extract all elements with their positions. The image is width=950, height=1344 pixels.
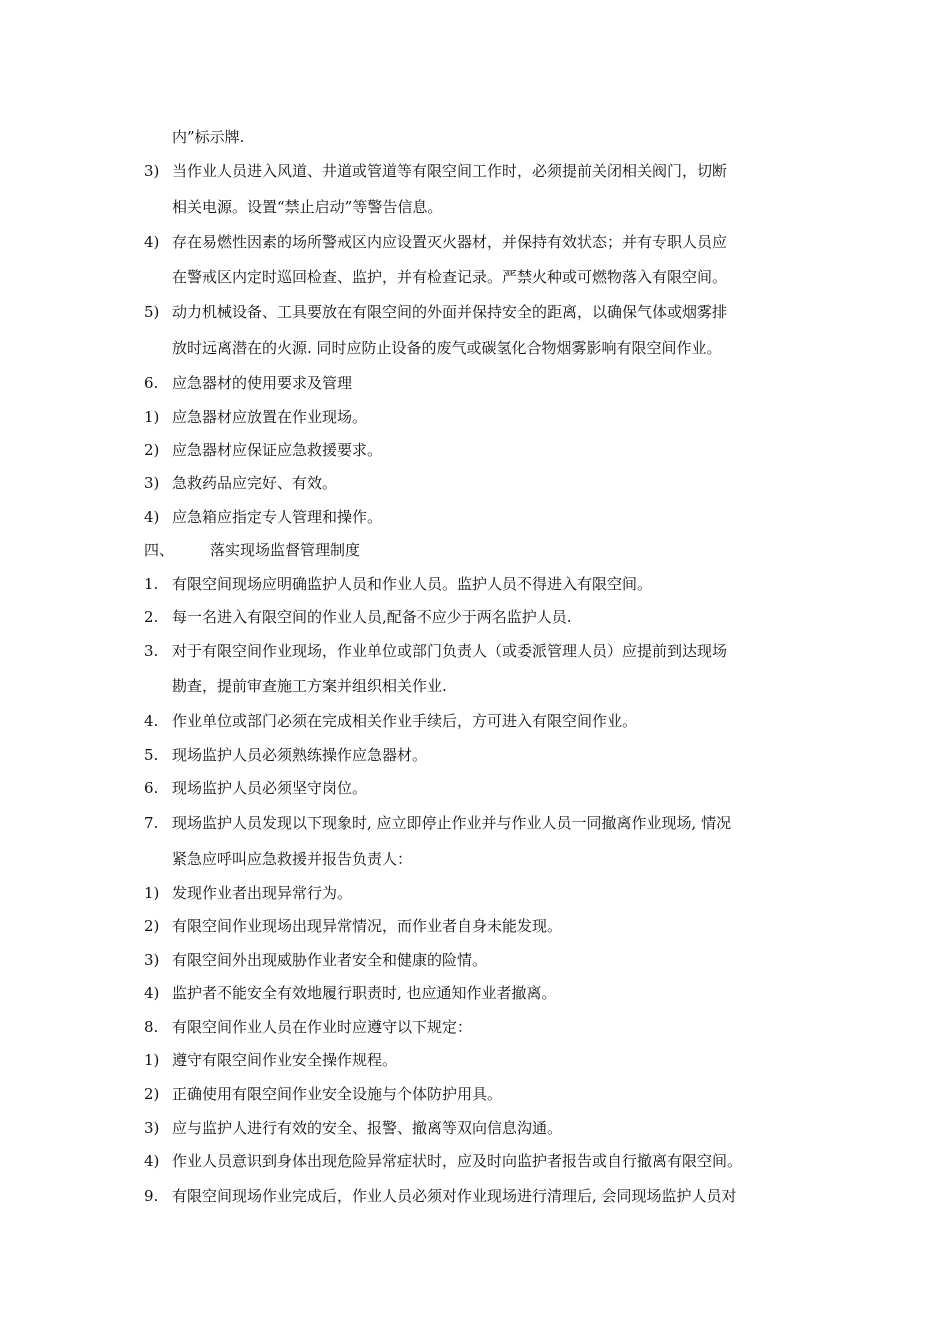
line-text: 监护者不能安全有效地履行职责时, 也应通知作业者撤离。 — [172, 984, 557, 1002]
line-text: 存在易燃性因素的场所警戒区内应设置灭火器材，并保持有效状态；并有专职人员应 — [172, 233, 728, 251]
line-text: 紧急应呼叫应急救援并报告负责人： — [172, 850, 413, 868]
list-number: 4) — [144, 984, 160, 1002]
line-text: 应急箱应指定专人管理和操作。 — [172, 508, 383, 526]
line-text: 对于有限空间作业现场，作业单位或部门负责人（或委派管理人员）应提前到达现场 — [172, 642, 728, 660]
line-text: 遵守有限空间作业安全操作规程。 — [172, 1051, 398, 1069]
line-text: 作业人员意识到身体出现危险异常症状时，应及时向监护者报告或自行撤离有限空间。 — [172, 1152, 743, 1170]
line-text: 有限空间外出现威胁作业者安全和健康的险情。 — [172, 951, 488, 969]
line-text: 急救药品应完好、有效。 — [172, 474, 338, 492]
list-number: 2) — [144, 441, 160, 459]
line-text: 应急器材应保证应急救援要求。 — [172, 441, 383, 459]
chapter-number: 四、 — [144, 541, 175, 559]
line-text: 有限空间现场应明确监护人员和作业人员。监护人员不得进入有限空间。 — [172, 575, 653, 593]
list-number: 5. — [144, 746, 159, 764]
list-number: 5) — [144, 303, 160, 321]
line-text: 当作业人员进入风道、井道或管道等有限空间工作时，必须提前关闭相关阀门，切断 — [172, 162, 728, 180]
line-text: 现场监护人员发现以下现象时, 应立即停止作业并与作业人员一同撤离作业现场, 情况 — [172, 814, 732, 832]
line-text: 有限空间现场作业完成后，作业人员必须对作业现场进行清理后, 会同现场监护人员对 — [172, 1187, 737, 1205]
list-number: 3) — [144, 951, 160, 969]
list-number: 4. — [144, 712, 159, 730]
list-number: 4) — [144, 1152, 160, 1170]
list-number: 7. — [144, 814, 159, 832]
line-text: 应急器材的使用要求及管理 — [172, 374, 353, 392]
list-number: 1) — [144, 884, 160, 902]
list-number: 3. — [144, 642, 159, 660]
list-number: 3) — [144, 1119, 160, 1137]
line-text: 动力机械设备、工具要放在有限空间的外面并保持安全的距离，以确保气体或烟雾排 — [172, 303, 728, 321]
line-text: 作业单位或部门必须在完成相关作业手续后，方可进入有限空间作业。 — [172, 712, 638, 730]
list-number: 9. — [144, 1187, 159, 1205]
list-number: 3) — [144, 474, 160, 492]
line-text: 每一名进入有限空间的作业人员,配备不应少于两名监护人员. — [172, 608, 572, 626]
list-number: 1) — [144, 408, 160, 426]
line-text: 现场监护人员必须熟练操作应急器材。 — [172, 746, 428, 764]
line-text: 有限空间作业现场出现异常情况，而作业者自身未能发现。 — [172, 917, 563, 935]
list-number: 2. — [144, 608, 159, 626]
line-text: 在警戒区内定时巡回检查、监护，并有检查记录。严禁火种或可燃物落入有限空间。 — [172, 268, 728, 286]
list-number: 1. — [144, 575, 159, 593]
list-number: 4) — [144, 233, 160, 251]
line-text: 正确使用有限空间作业安全设施与个体防护用具。 — [172, 1085, 503, 1103]
line-text: 现场监护人员必须坚守岗位。 — [172, 779, 368, 797]
chapter-title: 落实现场监督管理制度 — [210, 541, 361, 559]
list-number: 3) — [144, 162, 160, 180]
line-text: 应与监护人进行有效的安全、报警、撤离等双向信息沟通。 — [172, 1119, 563, 1137]
line-text: 发现作业者出现异常行为。 — [172, 884, 353, 902]
list-number: 1) — [144, 1051, 160, 1069]
list-number: 2) — [144, 1085, 160, 1103]
line-text: 应急器材应放置在作业现场。 — [172, 408, 368, 426]
list-number: 2) — [144, 917, 160, 935]
list-number: 8. — [144, 1018, 159, 1036]
line-text: 相关电源。设置“禁止启动”等警告信息。 — [172, 198, 443, 216]
list-number: 6. — [144, 779, 159, 797]
line-text: 有限空间作业人员在作业时应遵守以下规定： — [172, 1018, 473, 1036]
line-text: 放时远离潜在的火源. 同时应防止设备的废气或碳氢化合物烟雾影响有限空间作业。 — [172, 339, 722, 357]
line-text: 内”标示牌. — [172, 128, 245, 146]
list-number: 6. — [144, 374, 159, 392]
line-text: 勘查，提前审查施工方案并组织相关作业. — [172, 677, 447, 695]
list-number: 4) — [144, 508, 160, 526]
